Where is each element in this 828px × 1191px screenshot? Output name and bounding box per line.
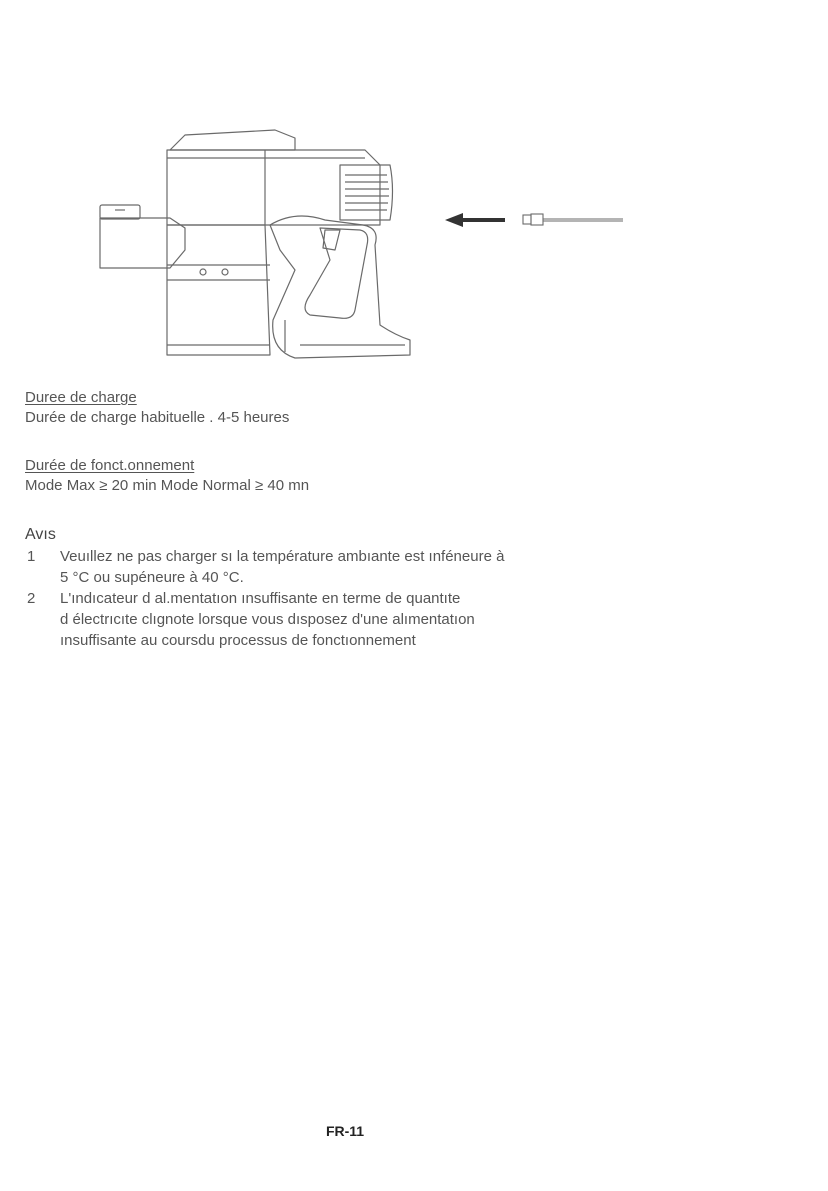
charge-section [25,388,289,428]
charge-duration-text: Durée de charge habituelle . 4-5 heures [25,409,290,426]
fonctionnement-heading: Durée de fonct.onnement [25,457,195,474]
handle-outline [270,216,410,358]
dust-bin-outline [167,225,270,355]
avis-item-line: Veuıllez ne pas charger sı la température ambıante est ınféneure à [60,548,505,565]
avis-section [25,524,620,651]
insertion-arrow [445,213,505,227]
vacuum-charging-illustration [95,120,635,370]
page-number: FR-11 [325,1123,365,1139]
avis-title: Avıs [25,526,56,543]
cyclone-cap-outline [170,130,295,150]
charger-plug [523,214,623,225]
charge-heading: Duree de charge [25,389,137,406]
fonctionnement-section [25,456,309,496]
avis-item-line: ınsuffisante au coursdu processus de fonctıonnement [60,632,416,649]
avis-item-line: d électrıcıte clıgnote lorsque vous dısposez d'une alımentatıon [60,611,475,628]
exhaust-grille [340,165,393,220]
avis-item-2 [25,588,620,651]
avis-item-line: 5 °C ou supéneure à 40 °C. [60,569,244,586]
avis-item-number: 2 [27,590,36,607]
motor-body-outline [167,150,380,225]
avis-item-number: 1 [27,548,36,565]
fonctionnement-duration-text: Mode Max ≥ 20 min Mode Normal ≥ 40 mn [25,477,310,494]
avis-item-line: L'ındıcateur d al.mentatıon ınsuffisante en terme de quantıte [60,590,461,607]
avis-item-1 [25,546,620,588]
